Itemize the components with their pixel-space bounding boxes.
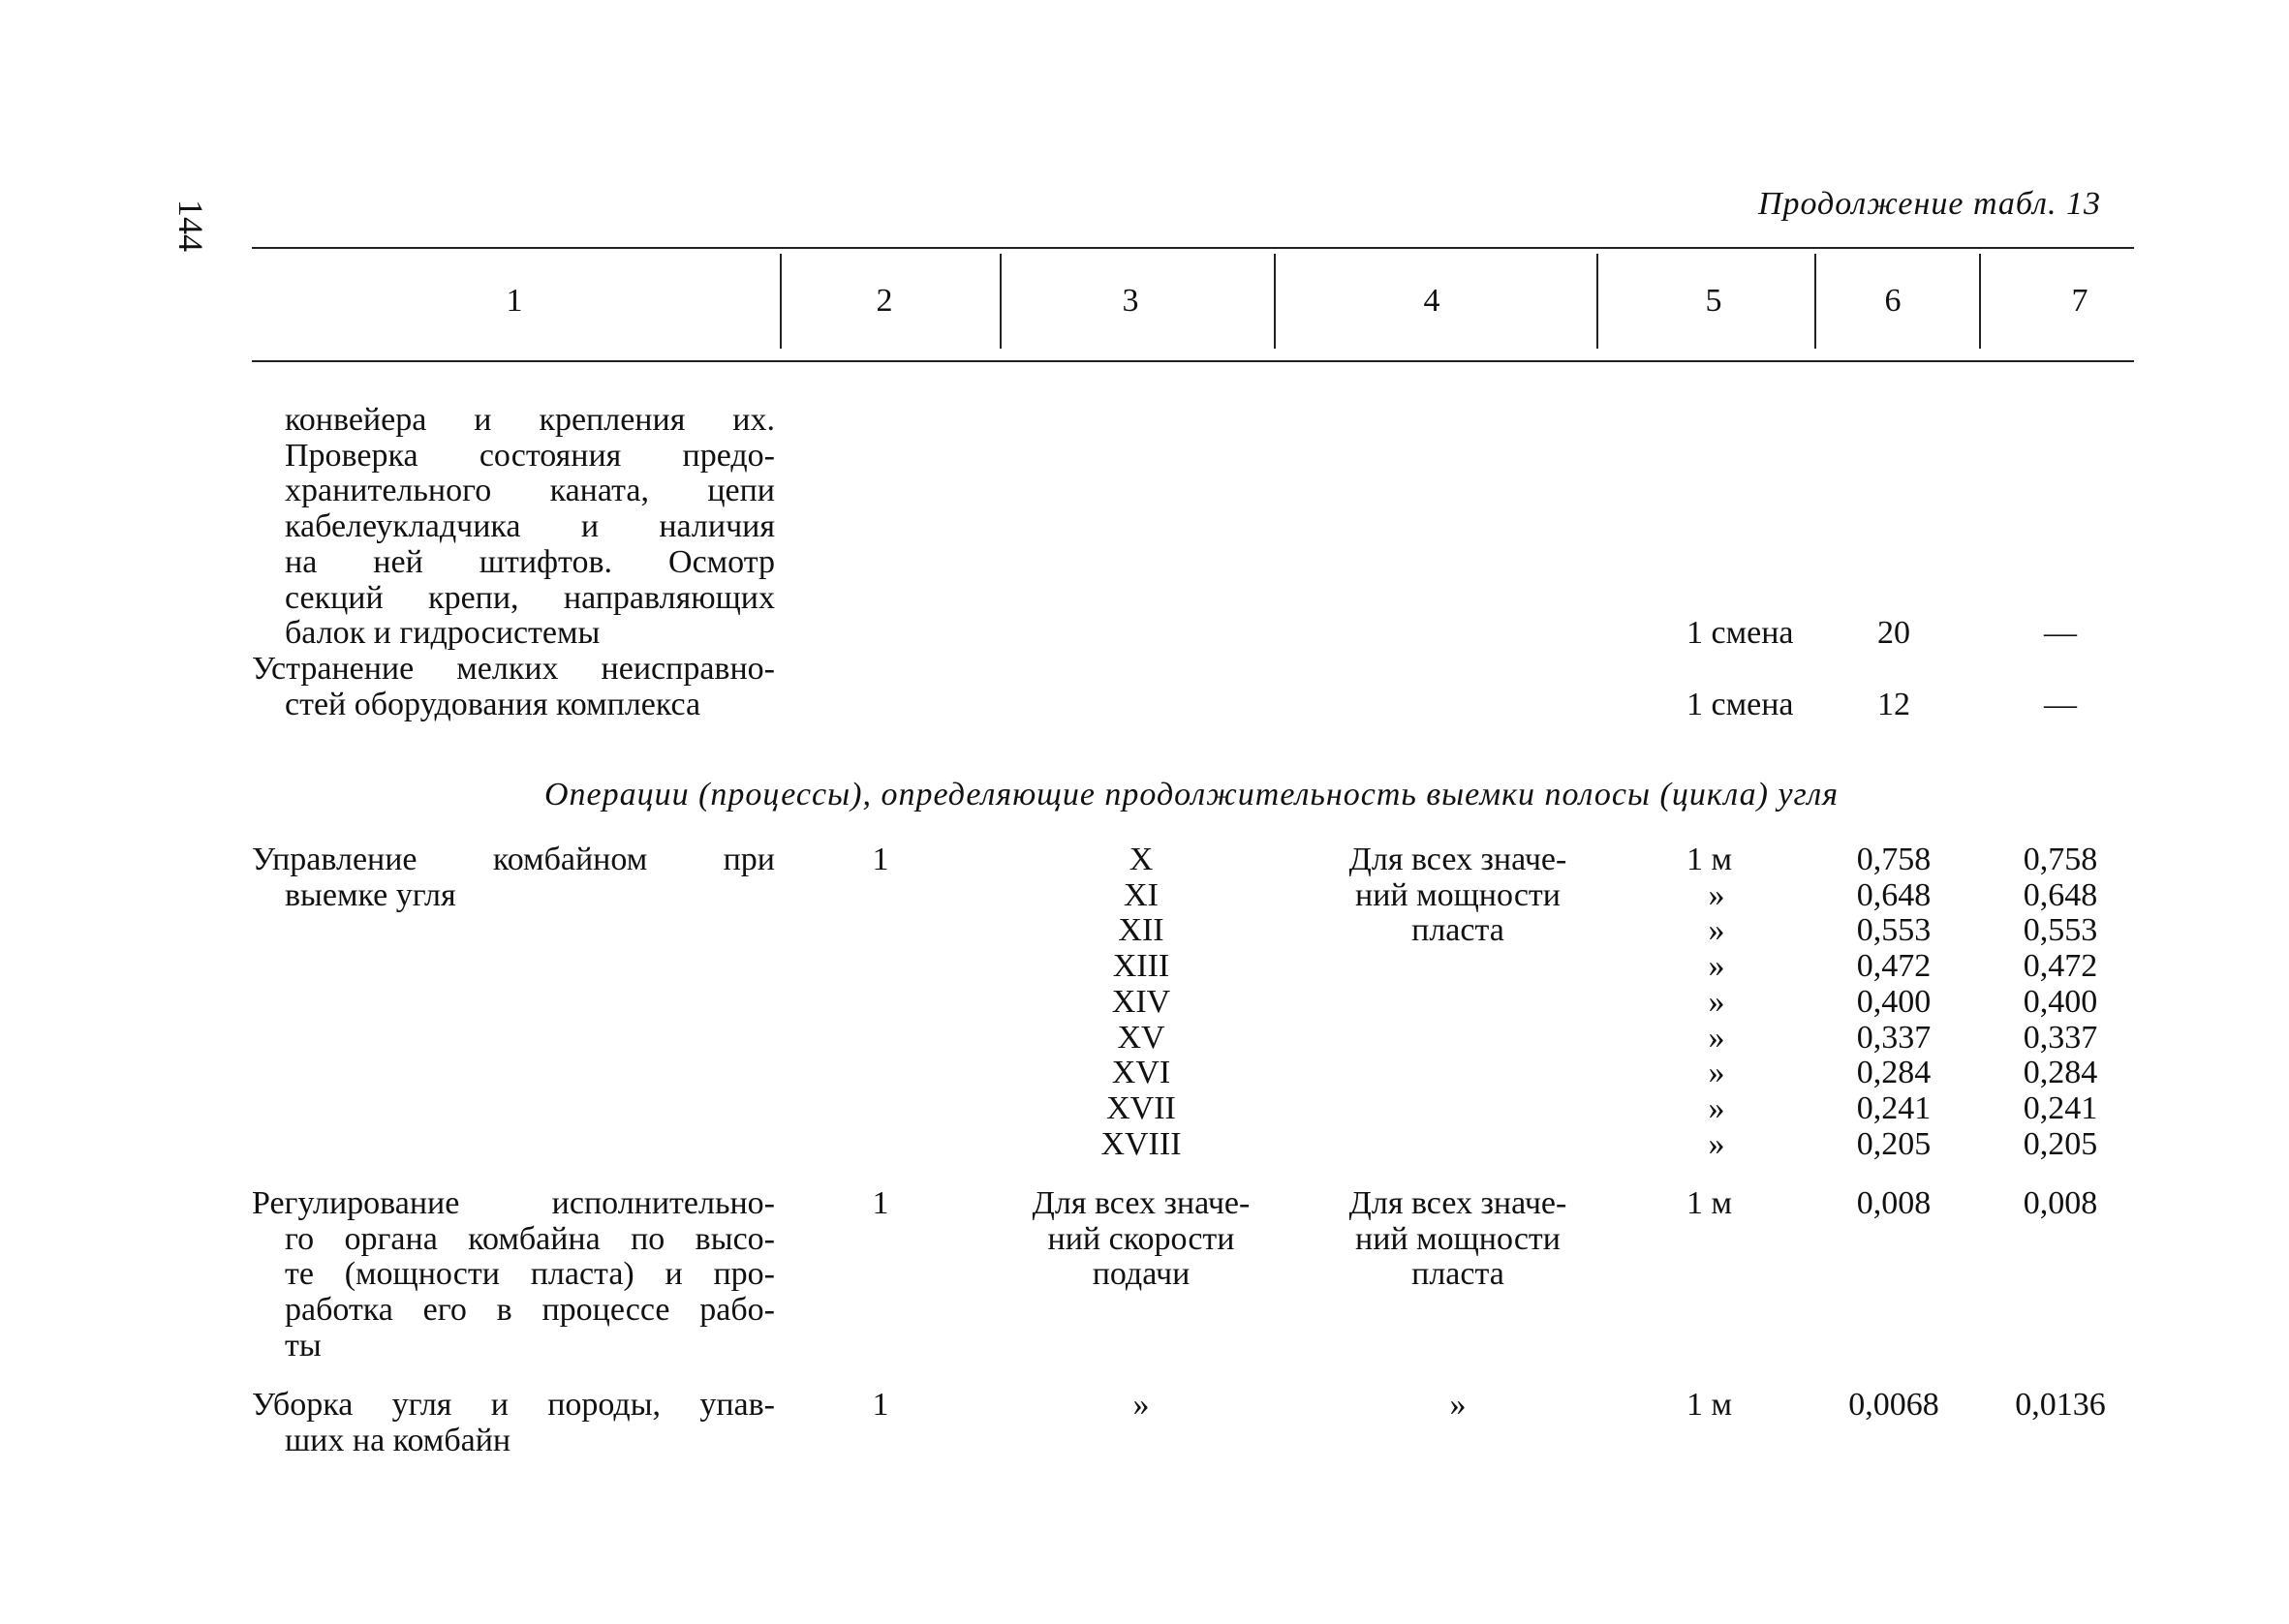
cell-col3: XVII xyxy=(1106,1089,1176,1126)
cell-col7: 0,205 xyxy=(2023,1125,2098,1162)
cell-col6: 0,553 xyxy=(1856,912,1932,949)
cell-col5: » xyxy=(1708,948,1725,985)
cell-col4: ний мощности xyxy=(1355,876,1561,913)
table-caption: Продолжение табл. 13 xyxy=(1757,186,2101,222)
column-header-7: 7 xyxy=(2071,283,2088,319)
cell-col3: XVI xyxy=(1111,1055,1171,1091)
operation-text-line: на ней штифтов. Осмотр xyxy=(285,543,775,580)
page-number: 144 xyxy=(171,199,210,252)
operation-text-line: стей оборудования комплекса xyxy=(285,686,701,722)
cell-col7: 0,008 xyxy=(2023,1185,2098,1221)
column-header-2: 2 xyxy=(876,283,893,319)
cell-col3: XVIII xyxy=(1100,1125,1182,1162)
cell-col7: 0,400 xyxy=(2023,983,2098,1020)
cell-col2: 1 xyxy=(872,1387,889,1423)
operation-text-line: ших на комбайн xyxy=(285,1422,511,1458)
cell-col7: 0,758 xyxy=(2023,842,2098,877)
cell-col2: 1 xyxy=(872,1185,889,1221)
cell-col6: 0,400 xyxy=(1856,983,1932,1020)
operation-text-line: кабелеукладчика и наличия xyxy=(285,508,775,545)
cell-col6: 0,205 xyxy=(1856,1125,1932,1162)
cell-col7: 0,472 xyxy=(2023,948,2098,985)
cell-col6: 0,241 xyxy=(1856,1089,1932,1126)
cell-col7: 0,337 xyxy=(2023,1019,2098,1056)
column-header-5: 5 xyxy=(1705,283,1722,319)
cell-col7: 0,0136 xyxy=(2015,1387,2106,1423)
cell-col3: XIV xyxy=(1111,983,1171,1020)
cell-col5: 1 м xyxy=(1686,842,1733,877)
cell-col6: 0,472 xyxy=(1856,948,1932,985)
column-header-6: 6 xyxy=(1884,283,1902,319)
cell-col4: » xyxy=(1449,1387,1467,1423)
cell-col5: » xyxy=(1708,1089,1725,1126)
column-divider xyxy=(1000,254,1002,349)
cell-col3: » xyxy=(1132,1387,1150,1423)
cell-col7: 0,241 xyxy=(2023,1089,2098,1126)
cell-col5: » xyxy=(1708,1125,1725,1162)
cell-col7: 0,648 xyxy=(2023,876,2098,913)
cell-col5: » xyxy=(1708,876,1725,913)
operation-text-line: Проверка состояния предо- xyxy=(285,437,775,474)
operation-text-line: го органа комбайна по высо- xyxy=(285,1220,775,1257)
column-header-4: 4 xyxy=(1423,283,1440,319)
cell-col6: 0,758 xyxy=(1856,842,1932,877)
cell-col3: Для всех значе- xyxy=(1032,1185,1251,1221)
cell-col3: ний скорости xyxy=(1047,1220,1235,1257)
column-divider xyxy=(1274,254,1276,349)
cell-col4: пласта xyxy=(1411,1256,1504,1293)
column-header-3: 3 xyxy=(1122,283,1139,319)
operation-text-line: работка его в процессе рабо- xyxy=(285,1292,775,1329)
operation-text-line: ты xyxy=(285,1327,322,1364)
cell-col3: XII xyxy=(1118,912,1164,949)
operation-text-line: Управление комбайном при xyxy=(252,842,775,877)
operation-text-line: секций крепи, направляющих xyxy=(285,579,775,616)
operation-text-line: те (мощности пласта) и про- xyxy=(285,1256,775,1293)
cell-col7: 0,553 xyxy=(2023,912,2098,949)
cell-col5: 1 смена xyxy=(1686,615,1794,652)
cell-col5: » xyxy=(1708,983,1725,1020)
cell-col7: — xyxy=(2044,686,2077,722)
operation-text-line: Регулирование исполнительно- xyxy=(252,1185,775,1221)
header-bottom-rule xyxy=(252,360,2134,362)
operation-text-line: конвейера и крепления их. xyxy=(285,402,775,438)
cell-col6: 0,284 xyxy=(1856,1055,1932,1091)
cell-col6: 20 xyxy=(1877,615,1910,652)
cell-col6: 0,648 xyxy=(1856,876,1932,913)
cell-col4: Для всех значе- xyxy=(1348,842,1567,877)
cell-col2: 1 xyxy=(872,842,889,877)
cell-col5: » xyxy=(1708,1055,1725,1091)
cell-col4: Для всех значе- xyxy=(1348,1185,1567,1221)
cell-col5: 1 м xyxy=(1686,1185,1733,1221)
column-divider xyxy=(1596,254,1598,349)
cell-col6: 12 xyxy=(1877,686,1910,722)
cell-col6: 0,0068 xyxy=(1848,1387,1939,1423)
cell-col3: подачи xyxy=(1092,1256,1191,1293)
operation-text-line: выемке угля xyxy=(285,876,456,913)
cell-col3: XIII xyxy=(1112,948,1170,985)
header-top-rule xyxy=(252,247,2134,249)
cell-col6: 0,008 xyxy=(1856,1185,1932,1221)
operation-text-line: хранительного каната, цепи xyxy=(285,473,775,509)
cell-col3: X xyxy=(1129,842,1154,877)
cell-col5: » xyxy=(1708,912,1725,949)
cell-col7: — xyxy=(2044,615,2077,652)
column-divider xyxy=(780,254,782,349)
cell-col6: 0,337 xyxy=(1856,1019,1932,1056)
operation-text-line: Устранение мелких неисправно- xyxy=(252,651,775,687)
cell-col5: » xyxy=(1708,1019,1725,1056)
cell-col4: ний мощности xyxy=(1355,1220,1561,1257)
cell-col4: пласта xyxy=(1411,912,1504,949)
operation-text-line: балок и гидросистемы xyxy=(285,615,601,652)
cell-col7: 0,284 xyxy=(2023,1055,2098,1091)
column-header-1: 1 xyxy=(506,283,523,319)
cell-col5: 1 м xyxy=(1686,1387,1733,1423)
cell-col3: XV xyxy=(1117,1019,1165,1056)
cell-col3: XI xyxy=(1124,876,1159,913)
section-title: Операции (процессы), определяющие продолжительность выемки полосы (цикла) угля xyxy=(543,777,1840,812)
cell-col5: 1 смена xyxy=(1686,686,1794,722)
operation-text-line: Уборка угля и породы, упав- xyxy=(252,1387,775,1423)
